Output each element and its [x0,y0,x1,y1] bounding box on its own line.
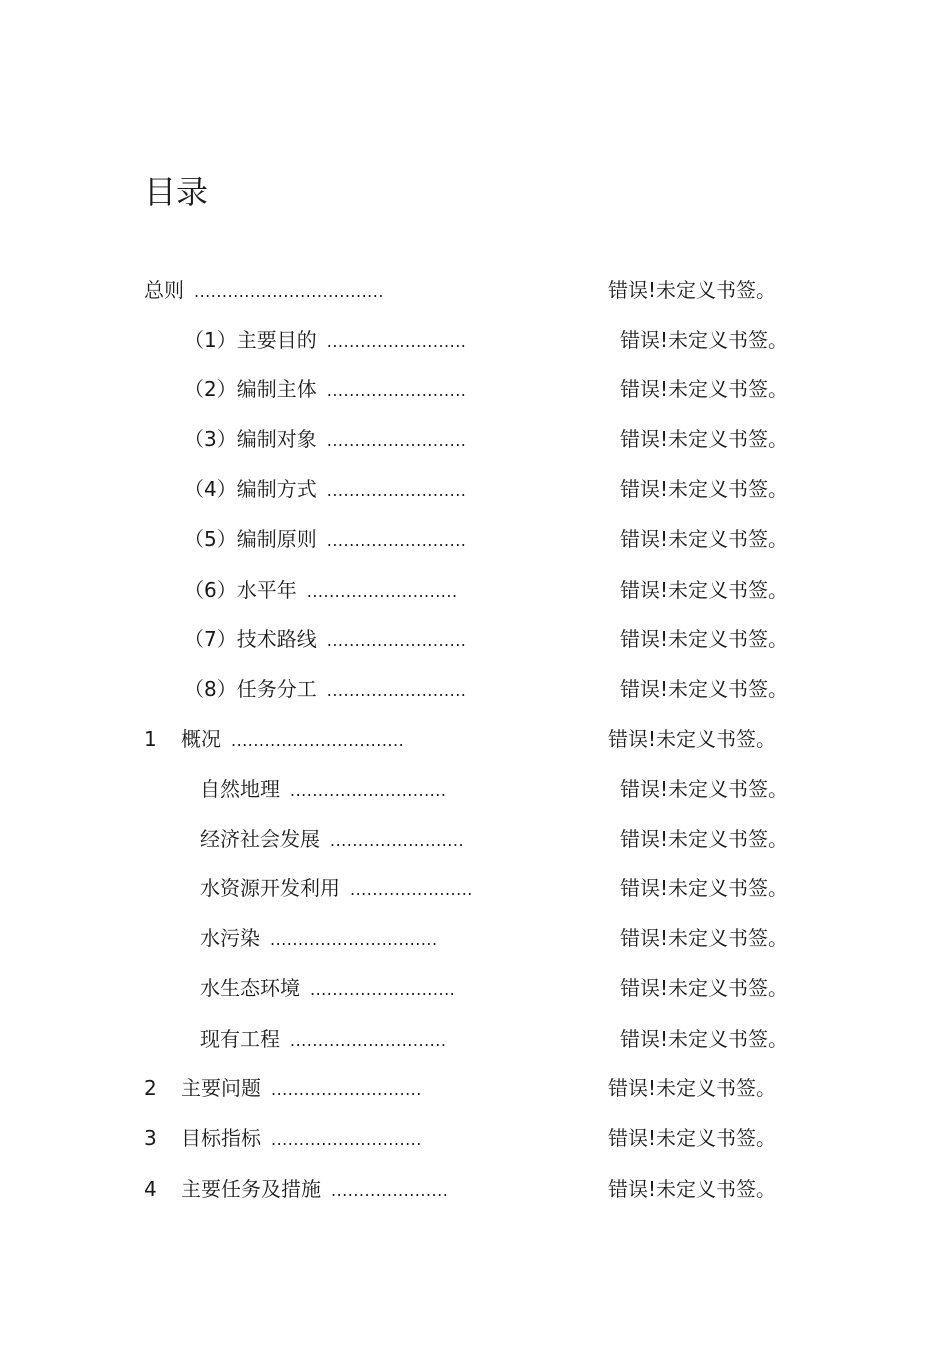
toc-entry-sub[interactable] [184,325,466,355]
dot-leader: .............................. [270,930,438,949]
chapter-number: 2 [144,1076,157,1100]
toc-page-ref: 错误!未定义书签。 [620,477,789,501]
toc-page-ref: 错误!未定义书签。 [608,1177,777,1201]
toc-entry-label: 总则 [144,278,184,302]
dot-leader: ........................... [271,1080,422,1099]
toc-entry-label: 自然地理 [200,777,280,801]
dot-leader: ......................... [326,681,467,700]
toc-entry-section[interactable] [200,824,464,854]
dot-leader: ......................... [326,431,467,450]
toc-page-ref: 错误!未定义书签。 [620,427,789,451]
toc-entry-label: 水生态环境 [200,976,300,1000]
dot-leader: ............................ [290,781,447,800]
toc-page-ref: 错误!未定义书签。 [620,677,789,701]
toc-entry-sub[interactable] [184,474,466,504]
toc-page-ref: 错误!未定义书签。 [620,527,789,551]
toc-entry-label: 目标指标 [181,1126,261,1150]
toc-entry-label: （2）编制主体 [184,377,317,401]
toc-entry-label: 主要问题 [181,1076,261,1100]
toc-entry-chapter[interactable] [144,1174,448,1204]
dot-leader: ........................ [330,831,465,850]
dot-leader: ......................... [326,381,467,400]
toc-page-ref: 错误!未定义书签。 [620,377,789,401]
toc-page-ref: 错误!未定义书签。 [620,328,789,352]
toc-entry-chapter[interactable] [144,1073,422,1103]
chapter-number: 4 [144,1177,157,1201]
toc-entry-sub[interactable] [184,374,466,404]
toc-entry-sub[interactable] [184,524,466,554]
toc-entry-sub[interactable] [184,674,466,704]
dot-leader: .................................. [194,282,384,301]
toc-entry-label: （5）编制原则 [184,527,317,551]
toc-entry-chapter[interactable] [144,1123,422,1153]
dot-leader: ........................... [271,1130,422,1149]
toc-entry-label: （7）技术路线 [184,627,317,651]
toc-entry-label: （3）编制对象 [184,427,317,451]
toc-entry-label: （1）主要目的 [184,328,317,352]
dot-leader: ...................... [350,880,473,899]
toc-page-ref: 错误!未定义书签。 [620,976,789,1000]
toc-entry-label: （4）编制方式 [184,477,317,501]
toc-entry-label: 经济社会发展 [200,827,320,851]
dot-leader: ............................... [231,731,405,750]
toc-page-ref: 错误!未定义书签。 [608,1126,777,1150]
toc-entry-chapter[interactable] [144,724,404,754]
dot-leader: ........................... [306,582,458,601]
toc-entry-general[interactable] [144,275,384,305]
dot-leader: ......................... [326,631,467,650]
dot-leader: .......................... [310,980,456,999]
toc-page-ref: 错误!未定义书签。 [620,876,789,900]
toc-entry-sub[interactable] [184,624,466,654]
dot-leader: ..................... [331,1181,449,1200]
dot-leader: ......................... [326,332,467,351]
toc-entry-label: 水污染 [200,926,260,950]
toc-entry-sub[interactable] [184,424,466,454]
toc-page-ref: 错误!未定义书签。 [620,926,789,950]
toc-entry-section[interactable] [200,1024,446,1054]
toc-entry-label: 概况 [181,727,221,751]
toc-entry-section[interactable] [200,923,438,953]
toc-entry-label: 现有工程 [200,1027,280,1051]
toc-entry-label: （6）水平年 [184,578,297,602]
toc-entry-label: 主要任务及措施 [181,1177,321,1201]
toc-page-ref: 错误!未定义书签。 [620,827,789,851]
chapter-number: 3 [144,1126,157,1150]
toc-entry-section[interactable] [200,774,446,804]
toc-entry-section[interactable] [200,873,473,903]
toc-entry-label: 水资源开发利用 [200,876,340,900]
dot-leader: ............................ [290,1031,447,1050]
toc-page-ref: 错误!未定义书签。 [620,777,789,801]
dot-leader: ......................... [326,481,467,500]
toc-page-ref: 错误!未定义书签。 [608,1076,777,1100]
toc-page-ref: 错误!未定义书签。 [620,627,789,651]
toc-page-ref: 错误!未定义书签。 [620,1027,789,1051]
chapter-number: 1 [144,727,157,751]
toc-title: 目录 [144,173,209,211]
toc-page-ref: 错误!未定义书签。 [620,578,789,602]
toc-entry-sub[interactable] [184,575,458,605]
toc-page-ref: 错误!未定义书签。 [608,727,777,751]
toc-page-ref: 错误!未定义书签。 [608,278,777,302]
dot-leader: ......................... [326,531,467,550]
toc-entry-section[interactable] [200,973,455,1003]
toc-entry-label: （8）任务分工 [184,677,317,701]
